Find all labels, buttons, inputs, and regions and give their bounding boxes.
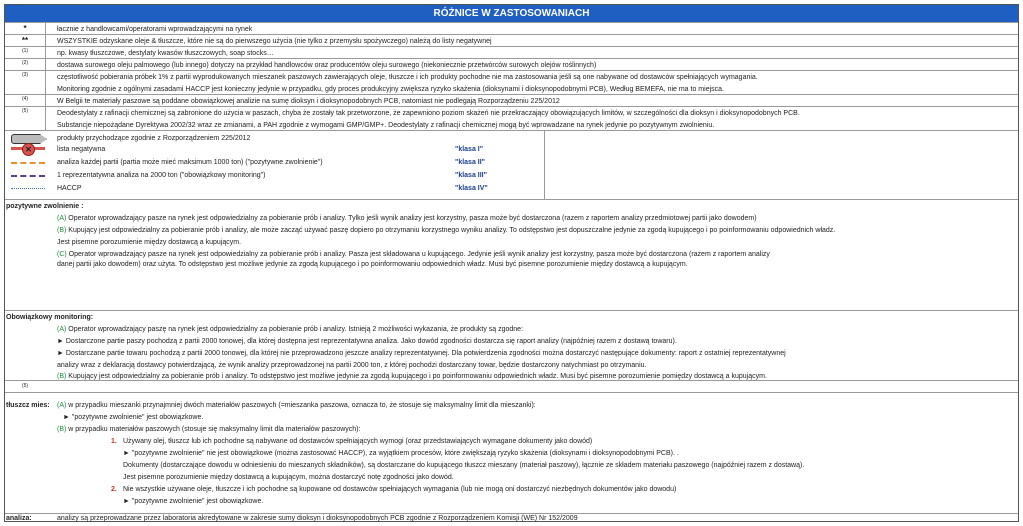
analysis-row (5, 513, 1018, 523)
text-line: (A) Operator wprowadzający pasze na rynek jest odpowiedzialny za pobieranie prób i analizy. Tylko jeśli wynik analizy jest korzystny, pasza może być dostarczona (razem z raportem analizy przedmiotowej partii jako dowodem) (57, 215, 757, 222)
footnote-key: (3) (21, 72, 29, 78)
footnote-key: (5) (21, 383, 29, 389)
legend-klasa: "klasa I" (455, 146, 484, 153)
footnote-row (5, 380, 1018, 392)
footnote-text: Deodestylaty z rafinacji chemicznej są zabronione do użycia w paszach, chyba że zostały tak przetworzone, że zapewniono poziom skażeń nie przekraczający obowiązujących limitów, w szczególności dla dioksyn i dioksynopodobnych PCB. (57, 110, 800, 117)
text-line: (B) w przypadku materiałów paszowych (stosuje się maksymalny limit dla materiałów paszowych): (57, 426, 361, 433)
footnote-text: np. kwasy tłuszczowe, destylaty kwasów tłuszczowych, soap stocks… (57, 50, 274, 57)
footnote-row (5, 94, 1018, 106)
text-line: ► "pozytywne zwolnienie" jest obowiązkowe. (63, 414, 204, 421)
close-icon: ✕ (22, 143, 35, 156)
text-line: (A) w przypadku mieszanki przynajmniej dwóch materiałów paszowych (=mieszanka paszowa, oznacza to, że stosuje się maksymalny limit dla mieszanki): (57, 402, 536, 409)
text-line: (A) Operator wprowadzający paszę na rynek jest odpowiedzialny za pobieranie prób i analizy. Istnieją 2 możliwości wykazania, że produkty są zgodne: (57, 326, 524, 333)
text-line: (C) Operator wprowadzający pasze na rynek jest odpowiedzialny za pobieranie prób i analizy. Pasza jest składowana u kupującego. Jedynie jeśli wynik analizy jest korzystny, pasza może być dostarczona (razem z raportem analizy (57, 251, 770, 258)
text-line: Jest pisemne porozumienie między dostawcą a kupującym, można dostarczyć notę zgodności jako dowód. (123, 474, 454, 481)
footnote-text: Monitoring zgodnie z ogólnymi zasadami HACCP jest konieczny jedynie w przypadku, gdy proces produkcyjny zwiększa ryzyko skażenia (dioksynami i dioksynopodobnymi PCB), Według BEMEFA, nie ma to miejsca. (57, 86, 724, 93)
footnote-key: (1) (21, 48, 29, 54)
footnote-key: (2) (21, 60, 29, 66)
text-line: analizy wraz z deklaracją dostawcy potwierdzającą, że wynik analizy przeprowadzonej na partii 2000 ton, z której pochodzi dostarczany towar, będzie dostarczony natychmiast po otrzymaniu. (57, 362, 647, 369)
footnote-key: * (23, 24, 27, 33)
text-line: (B) Kupujący jest odpowiedzialny za pobieranie prób i analizy. To odstępstwo jest możliwe jedynie za zgodą kupującego i po poinformowaniu odpowiednich władz. Musi być pisemne porozumienie pomiędzy dostawcą a kupującym. (57, 373, 767, 380)
section-label: Obowiązkowy monitoring: (6, 314, 94, 321)
legend-klasa: "klasa II" (455, 159, 485, 166)
differences-table (4, 4, 1019, 522)
section-label: tłuszcz mies: (6, 402, 50, 409)
footnote-text: Substancje niepożądane Dyrektywa 2002/32 wraz ze zmianami, a PAH zgodnie z wymogami GMP/GMP+. Deodestylaty z rafinacji chemicznej mogą być wprowadzane na rynek jedynie po pozytywnym zwolnieniu. (57, 122, 715, 129)
text-line: (B) Kupujący jest odpowiedzialny za pobieranie prób i analizy, ale może zacząć używać paszę dopiero po otrzymaniu korzystnego wyniku analizy. To odstępstwo jest dopuszczalne jedynie za zgodą kupującego i po poinformowaniu odpowiednich władz. (57, 227, 836, 234)
legend-klasa: "klasa III" (455, 172, 487, 179)
footnote-text: łacznie z handlowcami/operatorami wprowadzającymi na rynek (57, 26, 253, 33)
positive-release-section (5, 199, 1018, 268)
mandatory-monitoring-section (5, 310, 1018, 380)
text-line: danej partii jako dowodem) oraz użyta. To odstępstwo jest możliwe jedynie za zgodą kupującego i po poinformowaniu odpowiednich władz. Musi być pisemne porozumienie między dostawcą a kupującym. (57, 261, 688, 268)
section-label: analiza: (6, 515, 32, 522)
footnote-row (5, 46, 1018, 58)
text-line: Nie wszystkie używane oleje, tłuszcze i ich pochodne są kupowane od dostawców spełniających wymagania (lub nie mogą oni dostarczyć niezbędnych dokumentów jako dowodu) (123, 486, 677, 493)
text-line: Jest pisemne porozumienie między dostawcą a kupującym. (57, 239, 242, 246)
footnote-row (5, 22, 1018, 34)
footnote-row (5, 58, 1018, 70)
item-number: 1. (111, 438, 117, 445)
text-line: ► Dostarczane partie towaru pochodzą z partii 2000 tonowej, dla której nie przeprowadzono jeszcze analizy reprezentatywnej. Dla potwierdzenia zgodności można dostarczyć następujące dokumenty: raport z ostatniej reprezentatywnej (57, 350, 786, 357)
page-title: RÓŻNICE W ZASTOSOWANIACH (5, 5, 1018, 22)
legend-item-label: analiza każdej partii (partia może mieć maksimum 1000 ton) ("pozytywne zwolnienie") (57, 159, 323, 166)
footnote-key: (4) (21, 96, 29, 102)
footnote-row (5, 70, 1018, 94)
fat-mix-section (5, 392, 1018, 513)
legend-item-label: lista negatywna (57, 146, 106, 153)
text-line: ► "pozytywne zwolnienie" nie jest obowiązkowe (można zastosować HACCP), za wyjątkiem procesów, które zwiększają ryzyko skażenia (dioksynami i dioksynopodobnymi PCB). . (123, 450, 679, 457)
footnote-text: częstotliwość pobierania próbek 1% z partii wyprodukowanych mieszanek paszowych zawierających oleje, tłuszcze i ich produkty pochodne nie ma zastosowania jeśli są one nabywane od dostawców spełniających wymagania. (57, 74, 758, 81)
text-line: Dokumenty (dostarczające dowodu w odniesieniu do mieszanych składników), są dostarczane do kupującego tłuszcz mieszany (materiał paszowy), łącznie ze składem materiału paszowego (najpóźniej razem z dostawą). (123, 462, 805, 469)
footnote-text: WSZYSTKIE odzyskane oleje & tłuszcze, które nie są do pierwszego użycia (nie tylko z przemysłu spożywczego) należą do listy negatywnej (57, 38, 492, 45)
section-label: pozytywne zwolnienie : (6, 203, 84, 210)
legend-item-label: HACCP (57, 185, 82, 192)
item-number: 2. (111, 486, 117, 493)
footnote-row (5, 34, 1018, 46)
text-line: ► Dostarczone partie paszy pochodzą z partii 2000 tonowej, dla której dostępna jest reprezentatywna analiza. Jako dowód zgodności dostarcza się raport analizy (najpóźniej razem z dostawą towaru). (57, 338, 677, 345)
legend-arrow-label: produkty przychodzące zgodnie z Rozporządzeniem 225/2012 (57, 135, 251, 142)
footnote-key: ** (21, 36, 29, 45)
legend-klasa: "klasa IV" (455, 185, 488, 192)
text-line: Używany olej, tłuszcz lub ich pochodne są nabywane od dostawców spełniających wymogi (oraz przedstawiających wymagane dokumenty jako dowód) (123, 438, 593, 445)
text-line: ► "pozytywne zwolnienie" jest obowiązkowe. (123, 498, 264, 505)
footnote-text: W Belgii te materiały paszowe są poddane obowiązkowej analizie na sumę dioksyn i dioksynopodobnych PCB, natomiast nie podlegają Rozporządzeniu 225/2012 (57, 98, 560, 105)
footnote-text: dostawa surowego oleju palmowego (lub innego) dotyczy na przykład handlowców oraz producentów oleju surowego (niekoniecznie przetwórców surowych olejów roślinnych) (57, 62, 597, 69)
footnote-key: (5) (21, 108, 29, 114)
footnote-row (5, 106, 1018, 130)
text-line: analizy są przeprowadzane przez laboratoria akredytowane w zakresie sumy dioksyn i dioksynopodobnych PCB zgodnie z Rozporządzeniem Komisji (WE) Nr 152/2009 (57, 515, 578, 522)
legend-item-label: 1 reprezentatywna analiza na 2000 ton ("obowiązkowy monitoring") (57, 172, 266, 179)
